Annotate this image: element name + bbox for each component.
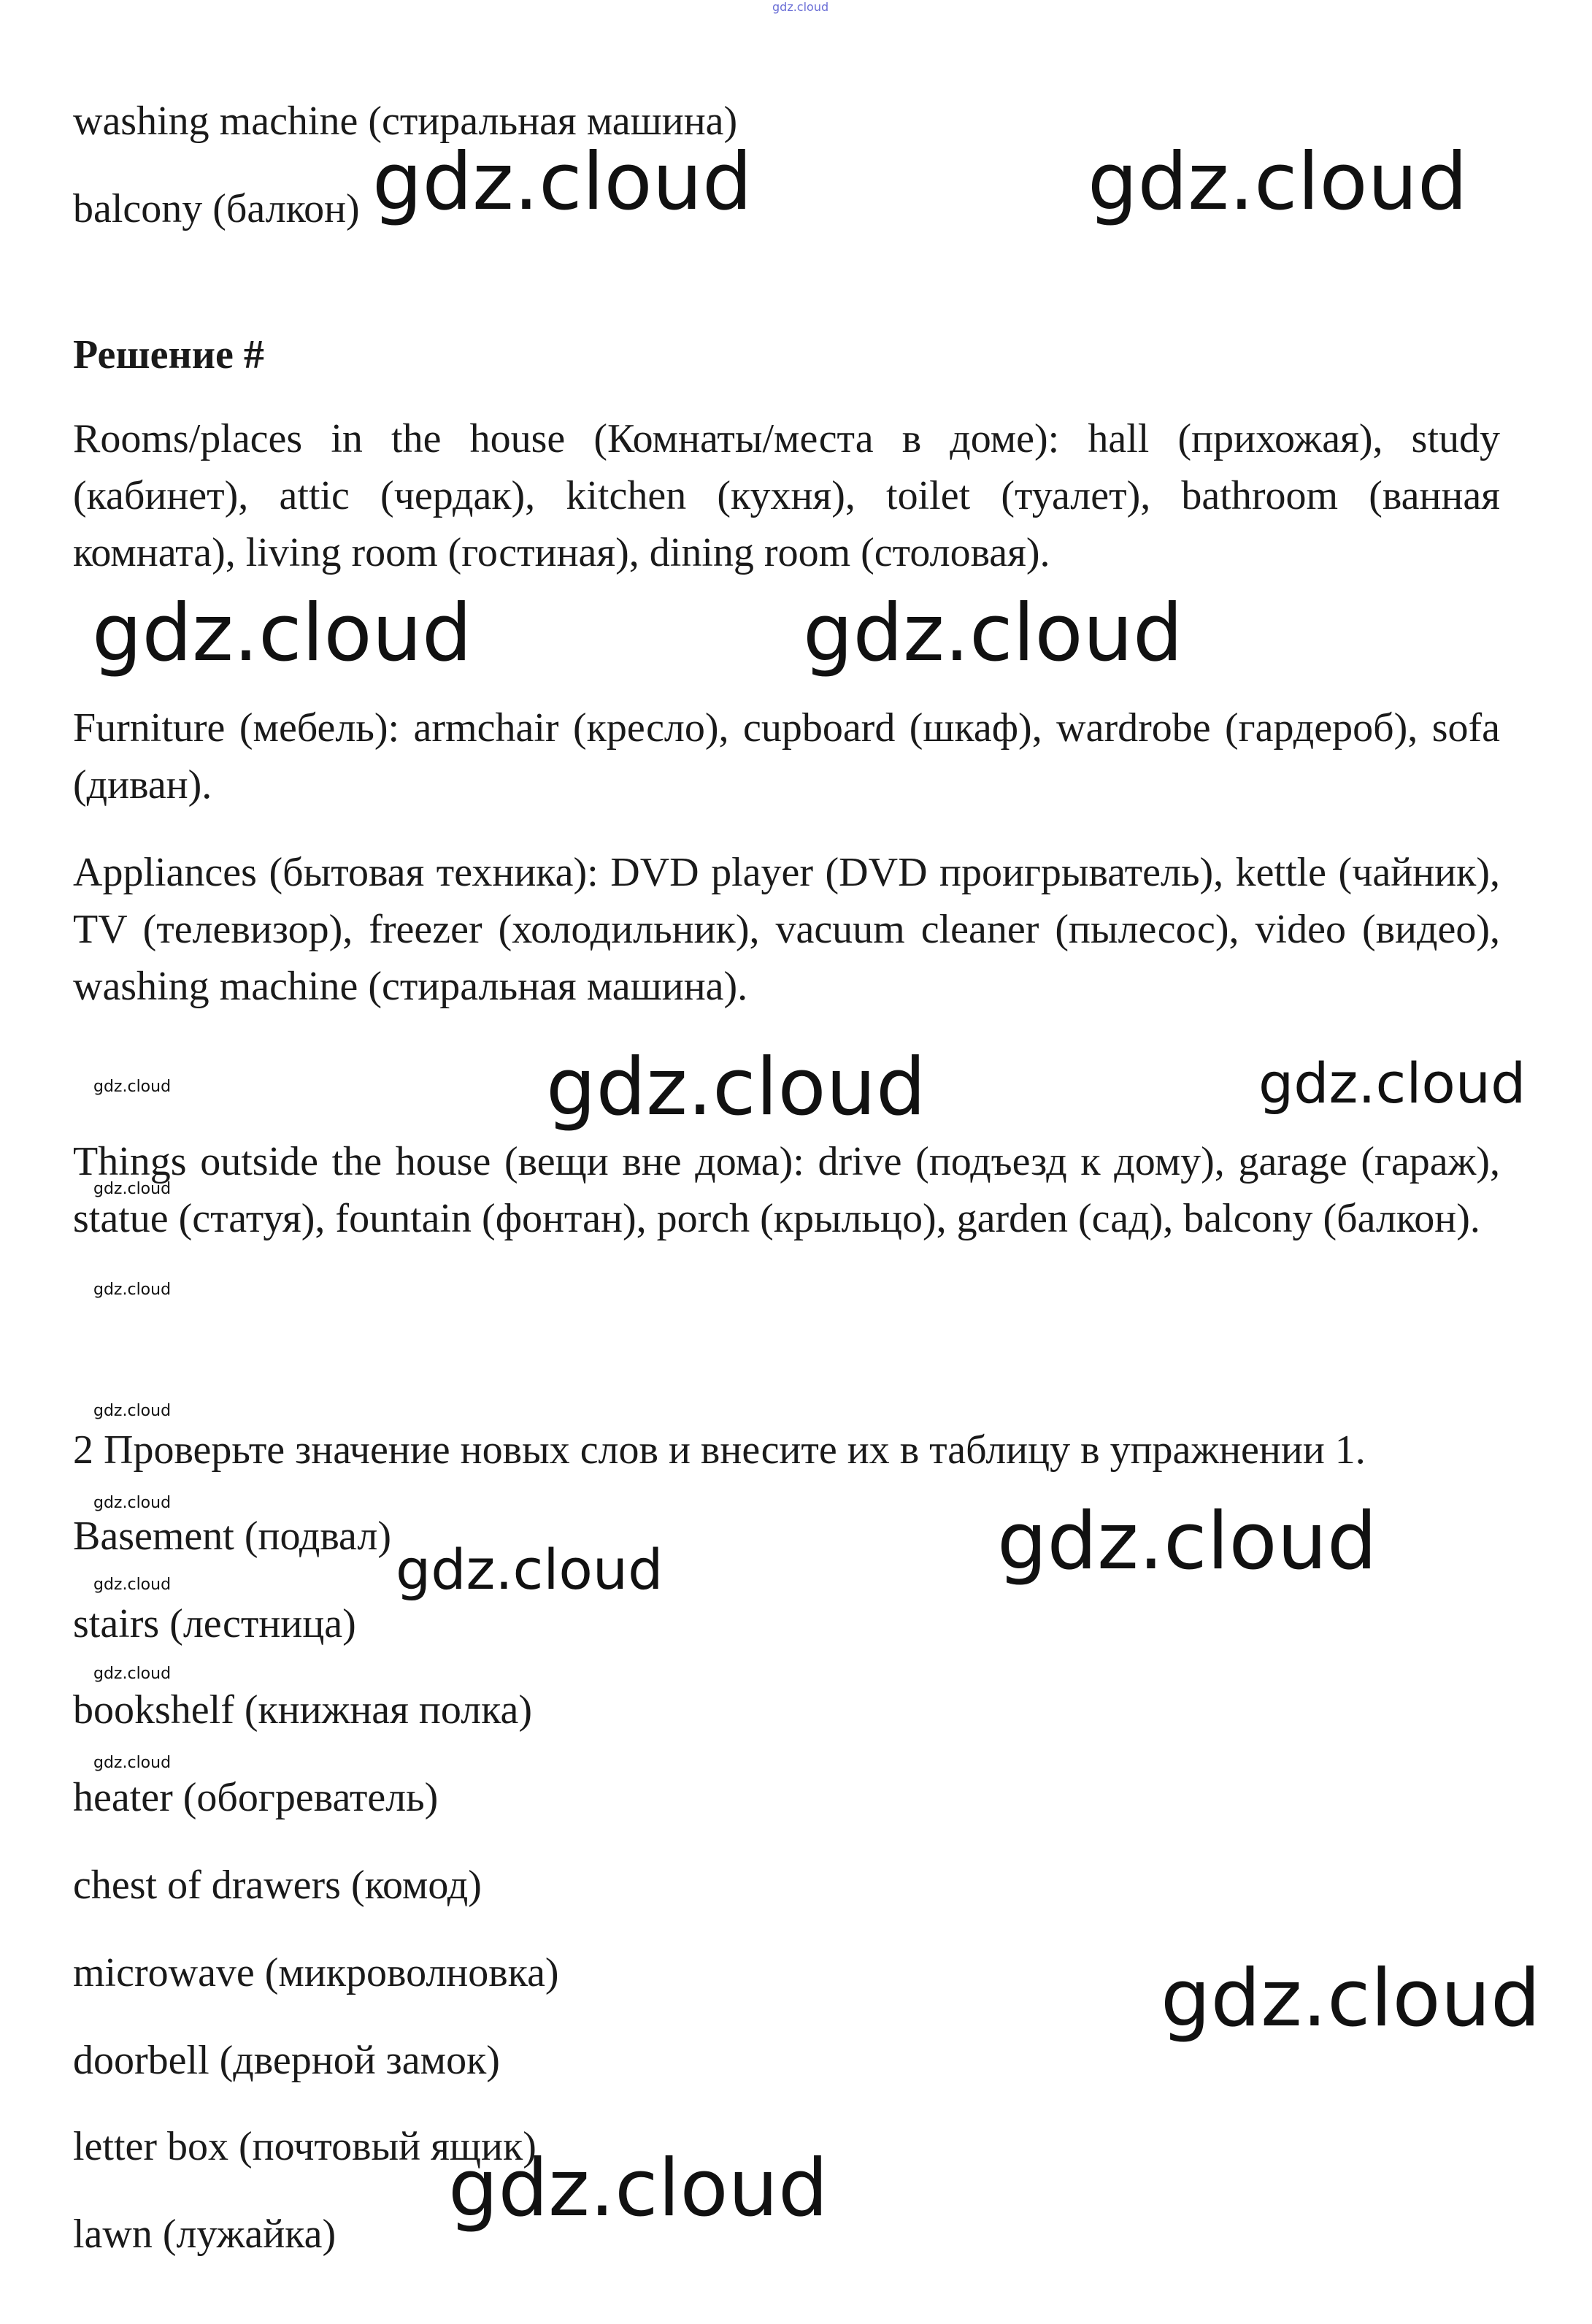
- task2-item-lawn: lawn (лужайка): [73, 2212, 337, 2257]
- watermark-small: gdz.cloud: [93, 1754, 172, 1772]
- watermark-small: gdz.cloud: [93, 1402, 172, 1420]
- task2-item-bookshelf: bookshelf (книжная полка): [73, 1687, 532, 1733]
- task2-item-letter-box: letter box (почтовый ящик): [73, 2124, 537, 2169]
- paragraph-appliances: Appliances (бытовая техника): DVD player (DVD проигрыватель), kettle (чайник), TV (телевизор), freezer (холодильник), vacuum cleaner (пылесос), video (видео), washing machine (стиральная машина).: [73, 850, 1500, 1009]
- watermark-small: gdz.cloud: [93, 1180, 172, 1198]
- task2-item-basement: Basement (подвал): [73, 1514, 391, 1559]
- watermark-large: gdz.cloud: [1088, 137, 1468, 228]
- header-watermark: gdz.cloud: [772, 0, 829, 14]
- watermark-small: gdz.cloud: [93, 1665, 172, 1683]
- watermark-large: gdz.cloud: [803, 588, 1183, 679]
- watermark-large: gdz.cloud: [997, 1496, 1377, 1587]
- task2-item-chest-of-drawers: chest of drawers (комод): [73, 1863, 482, 1908]
- watermark-small: gdz.cloud: [93, 1078, 172, 1096]
- task2-item-heater: heater (обогреватель): [73, 1775, 439, 1820]
- watermark-large: gdz.cloud: [92, 588, 472, 679]
- paragraph-furniture: Furniture (мебель): armchair (кресло), cupboard (шкаф), wardrobe (гардероб), sofa (диван).: [73, 705, 1500, 808]
- task2-item-stairs: stairs (лестница): [73, 1601, 356, 1646]
- watermark-small: gdz.cloud: [93, 1576, 172, 1594]
- watermark-large: gdz.cloud: [372, 137, 753, 228]
- watermark-large: gdz.cloud: [546, 1042, 926, 1133]
- task2-title: 2 Проверьте значение новых слов и внесите их в таблицу в упражнении 1.: [73, 1427, 1366, 1473]
- watermark-large: gdz.cloud: [1161, 1953, 1541, 2044]
- solution-heading: Решение #: [73, 332, 264, 377]
- task2-item-microwave: microwave (микроволновка): [73, 1950, 559, 1995]
- task2-item-doorbell: doorbell (дверной замок): [73, 2038, 500, 2083]
- top-item-balcony: balcony (балкон): [73, 186, 360, 231]
- paragraph-outside: Things outside the house (вещи вне дома): drive (подъезд к дому), garage (гараж), statue (статуя), fountain (фонтан), porch (крыльцо), garden (сад), balcony (балкон).: [73, 1139, 1500, 1241]
- top-item-washing-machine: washing machine (стиральная машина): [73, 99, 738, 144]
- watermark-small: gdz.cloud: [93, 1281, 172, 1299]
- watermark-medium: gdz.cloud: [396, 1537, 664, 1602]
- watermark-large: gdz.cloud: [448, 2143, 828, 2234]
- watermark-medium: gdz.cloud: [1258, 1051, 1526, 1116]
- paragraph-rooms: Rooms/places in the house (Комнаты/места в доме): hall (прихожая), study (кабинет), attic (чердак), kitchen (кухня), toilet (туалет), bathroom (ванная комната), living room (гостиная), dining room (столовая).: [73, 416, 1501, 575]
- watermark-small: gdz.cloud: [93, 1494, 172, 1512]
